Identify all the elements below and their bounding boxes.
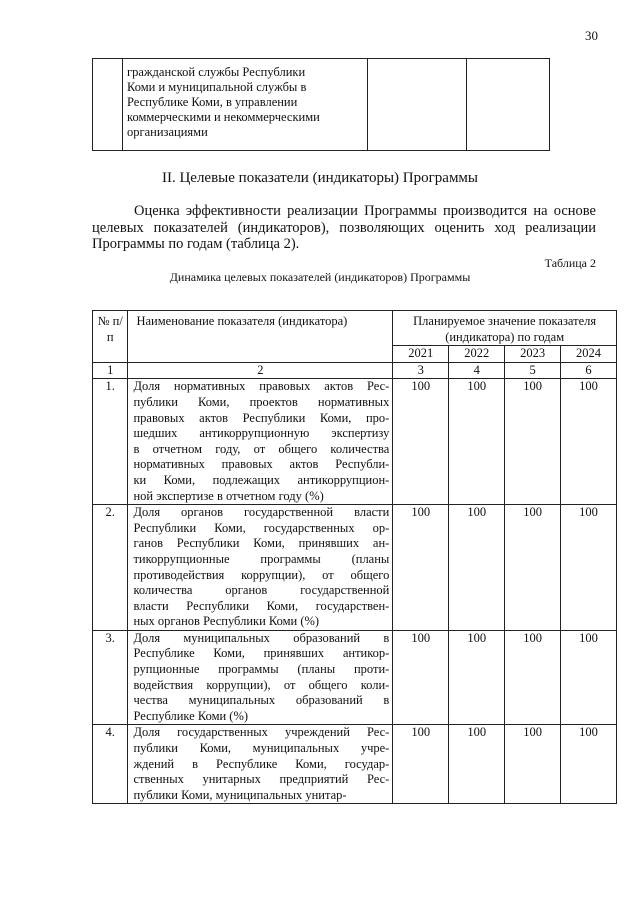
indicator-name-line: противодействия коррупции), от общего [133,567,390,582]
indicator-name-line: Доля органов государственной власти [133,505,390,520]
column-number: 3 [393,362,449,379]
year-cell: 2022 [449,346,505,363]
column-numbers-row [93,362,617,379]
column-number: 1 [93,362,128,379]
indicator-name-line: Республики Коми, государственных ор- [133,520,390,535]
table-label: Таблица 2 [544,256,596,270]
header-num: № п/п [93,311,128,363]
indicator-name-line: власти Республики Коми, государствен- [133,598,390,613]
value-cell: 100 [393,505,449,631]
row-number: 4. [93,725,128,804]
indicator-name-line: Доля муниципальных образований в [133,630,390,645]
column-number: 5 [505,362,561,379]
table-row [93,505,617,631]
indicator-name-line: ных органов Республики Коми (%) [133,614,320,629]
value-cell: 100 [505,505,561,631]
header-name: Наименование показателя (индикатора) [128,311,393,363]
value-cell: 100 [393,379,449,505]
continuation-line: гражданской службы Республики [127,65,306,79]
continuation-line: организациями [127,125,208,139]
continuation-line: Республике Коми, в управлении [127,95,298,109]
indicator-name-line: нормативных правовых актов Республи- [133,457,390,472]
intro-paragraph: Оценка эффективности реализации Программы производится на основе целевых показателей (индикаторов), позволяющих оценить ход реализации Программы по годам (таблица 2). [92,203,596,252]
indicator-name-line: водействия коррупции), от общего коли- [133,677,390,692]
indicator-name [128,725,393,804]
value-cell: 100 [505,630,561,725]
year-cell: 2024 [561,346,617,363]
year-cell: 2023 [505,346,561,363]
indicator-name-line: ственных унитарных предприятий Рес- [133,772,390,787]
value-cell: 100 [505,379,561,505]
continuation-empty-cell [467,59,550,151]
section-heading: II. Целевые показатели (индикаторы) Программы [161,170,479,186]
continuation-line: коммерческими и некоммерческими [127,110,320,124]
indicator-name-line: публики Коми, муниципальных унитар- [133,787,347,802]
value-cell: 100 [561,725,617,804]
table-row [93,379,617,505]
table-row [93,725,617,804]
indicator-name-line: Республике Коми (%) [133,708,249,723]
indicator-name-line: Республике Коми, принявших антикор- [133,646,390,661]
indicator-name-line: Доля государственных учреждений Рес- [133,725,390,740]
year-cell: 2021 [393,346,449,363]
value-cell: 100 [449,379,505,505]
row-number: 3. [93,630,128,725]
indicator-name [128,505,393,631]
continuation-line: Коми и муниципальной службы в [127,80,307,94]
value-cell: 100 [393,725,449,804]
continuation-empty-cell [368,59,467,151]
indicator-name-line: количества органов государственной [133,583,390,598]
continuation-name-cell [123,59,368,151]
indicator-name-line: публики Коми, муниципальных учре- [133,741,390,756]
indicator-name-line: тикоррупционные программы (планы [133,551,390,566]
indicator-name-line: в отчетном году, от общего количества [133,441,390,456]
continuation-num-cell [93,59,123,151]
value-cell: 100 [561,630,617,725]
continuation-table [92,58,550,151]
value-cell: 100 [393,630,449,725]
indicators-table [92,310,617,804]
column-number: 2 [128,362,393,379]
indicator-name [128,379,393,505]
value-cell: 100 [449,630,505,725]
value-cell: 100 [449,505,505,631]
indicator-name-line: ганов Республики Коми, принявших ан- [133,536,390,551]
page-number: 30 [585,28,598,43]
table-caption: Динамика целевых показателей (индикаторов) Программы [169,270,471,284]
indicator-name-line: Доля нормативных правовых актов Рес- [133,379,390,394]
value-cell: 100 [505,725,561,804]
indicator-name-line: ки Коми, подлежащих антикоррупцион- [133,472,390,487]
column-number: 6 [561,362,617,379]
indicator-name-line: ной экспертизе в отчетном году (%) [133,488,324,503]
row-number: 2. [93,505,128,631]
value-cell: 100 [561,379,617,505]
table-row [93,630,617,725]
indicator-name-line: правовых актов Республики Коми, про- [133,410,390,425]
header-plan: Планируемое значение показателя (индикатора) по годам [393,311,617,346]
indicator-name [128,630,393,725]
value-cell: 100 [449,725,505,804]
indicator-name-line: чества муниципальных образований в [133,693,390,708]
indicator-name-line: рупционные программы (планы проти- [133,662,390,677]
indicator-name-line: ждений в Республике Коми, государ- [133,756,390,771]
indicator-name-line: шедших антикоррупционную экспертизу [133,426,390,441]
row-number: 1. [93,379,128,505]
continuation-text [123,59,367,140]
value-cell: 100 [561,505,617,631]
indicator-name-line: публики Коми, проектов нормативных [133,394,390,409]
column-number: 4 [449,362,505,379]
